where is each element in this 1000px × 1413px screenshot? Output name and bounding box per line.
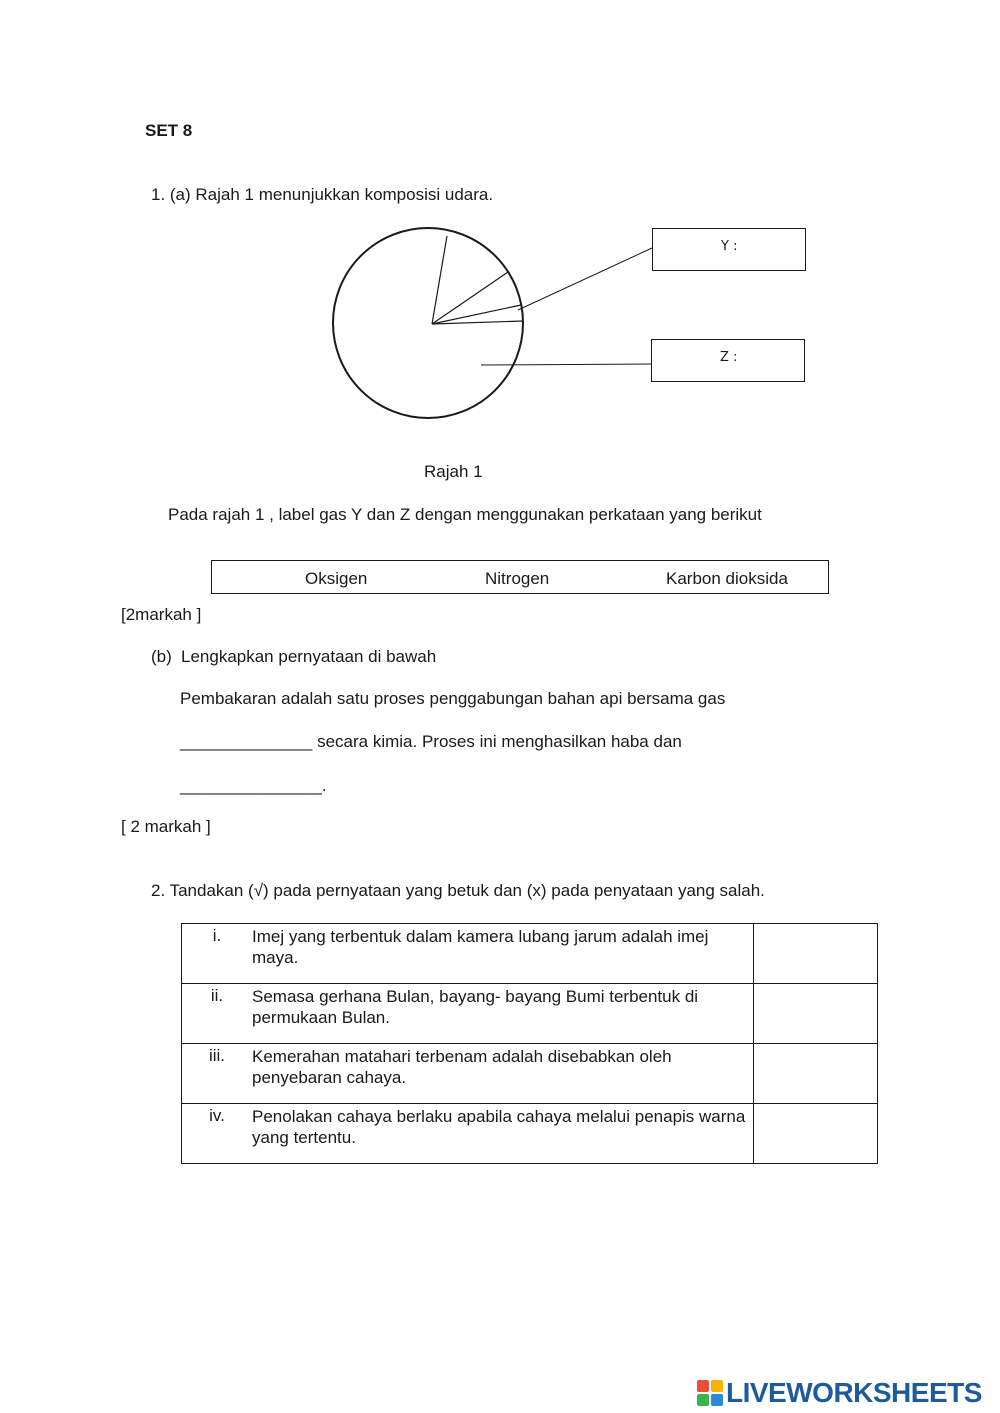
label-box-y[interactable] (652, 228, 806, 271)
row-statement: Kemerahan matahari terbenam adalah disebabkan oleh penyebaran cahaya. (252, 1047, 672, 1087)
question-2-prompt: 2. Tandakan (√) pada pernyataan yang betuk dan (x) pada penyataan yang salah. (151, 881, 765, 900)
row-number: ii. (210, 986, 224, 1005)
marks-part-b: [ 2 markah ] (121, 817, 211, 836)
instruction-text: Pada rajah 1 , label gas Y dan Z dengan menggunakan perkataan yang berikut (168, 505, 762, 524)
pie-divider-4 (432, 321, 523, 324)
statement-cell (182, 1104, 754, 1164)
word-bank (211, 560, 829, 594)
word-bank-item: Karbon dioksida (666, 569, 788, 588)
statement-cell (182, 1044, 754, 1104)
question-1b-label: (b) (151, 647, 172, 666)
row-number: i. (212, 926, 222, 945)
row-number: iv. (209, 1106, 225, 1125)
statement-line-2-text: secara kimia. Proses ini menghasilkan haba dan (312, 732, 682, 751)
table-row (182, 984, 878, 1044)
question-1a-text: 1. (a) Rajah 1 menunjukkan komposisi udara. (151, 185, 494, 204)
leader-line-z (481, 364, 651, 365)
statement-cell (182, 924, 754, 984)
table-row (182, 1104, 878, 1164)
question-1b-text: Lengkapkan pernyataan di bawah (181, 647, 437, 666)
diagram-caption: Rajah 1 (424, 462, 483, 481)
blank-1[interactable]: ______________ (180, 732, 313, 751)
liveworksheets-logo-icon (697, 1380, 723, 1406)
statement-cell (182, 984, 754, 1044)
statement-end: . (321, 776, 327, 795)
pie-circle (333, 228, 523, 418)
leader-line-y (518, 248, 652, 310)
row-number: iii. (208, 1046, 226, 1065)
word-bank-item: Nitrogen (485, 569, 550, 588)
statement-line-2 (180, 732, 682, 752)
label-z: Z : (720, 350, 738, 365)
blank-2[interactable]: _______________ (180, 776, 322, 795)
set-title: SET 8 (145, 121, 193, 140)
liveworksheets-brand (697, 1376, 982, 1410)
answer-cell[interactable] (753, 984, 877, 1044)
row-statement: Imej yang terbentuk dalam kamera lubang jarum adalah imej maya. (252, 927, 709, 967)
table-row (182, 924, 878, 984)
answer-cell[interactable] (753, 924, 877, 984)
pie-divider-3 (432, 305, 521, 324)
row-statement: Semasa gerhana Bulan, bayang- bayang Bumi terbentuk di permukaan Bulan. (252, 987, 699, 1027)
statement-line-3 (180, 776, 327, 796)
true-false-table (181, 923, 878, 1164)
marks-part-a: [2markah ] (121, 605, 202, 624)
word-bank-item: Oksigen (305, 569, 368, 588)
row-statement: Penolakan cahaya berlaku apabila cahaya melalui penapis warna yang tertentu. (252, 1107, 746, 1147)
answer-cell[interactable] (753, 1104, 877, 1164)
table-row (182, 1044, 878, 1104)
label-box-z[interactable] (651, 339, 805, 382)
statement-line-1: Pembakaran adalah satu proses penggabungan bahan api bersama gas (180, 689, 726, 708)
pie-divider-1 (432, 236, 447, 324)
brand-name: LIVEWORKSHEETS (726, 1377, 982, 1408)
pie-divider-2 (432, 272, 508, 324)
label-y: Y : (721, 239, 738, 254)
answer-cell[interactable] (753, 1044, 877, 1104)
